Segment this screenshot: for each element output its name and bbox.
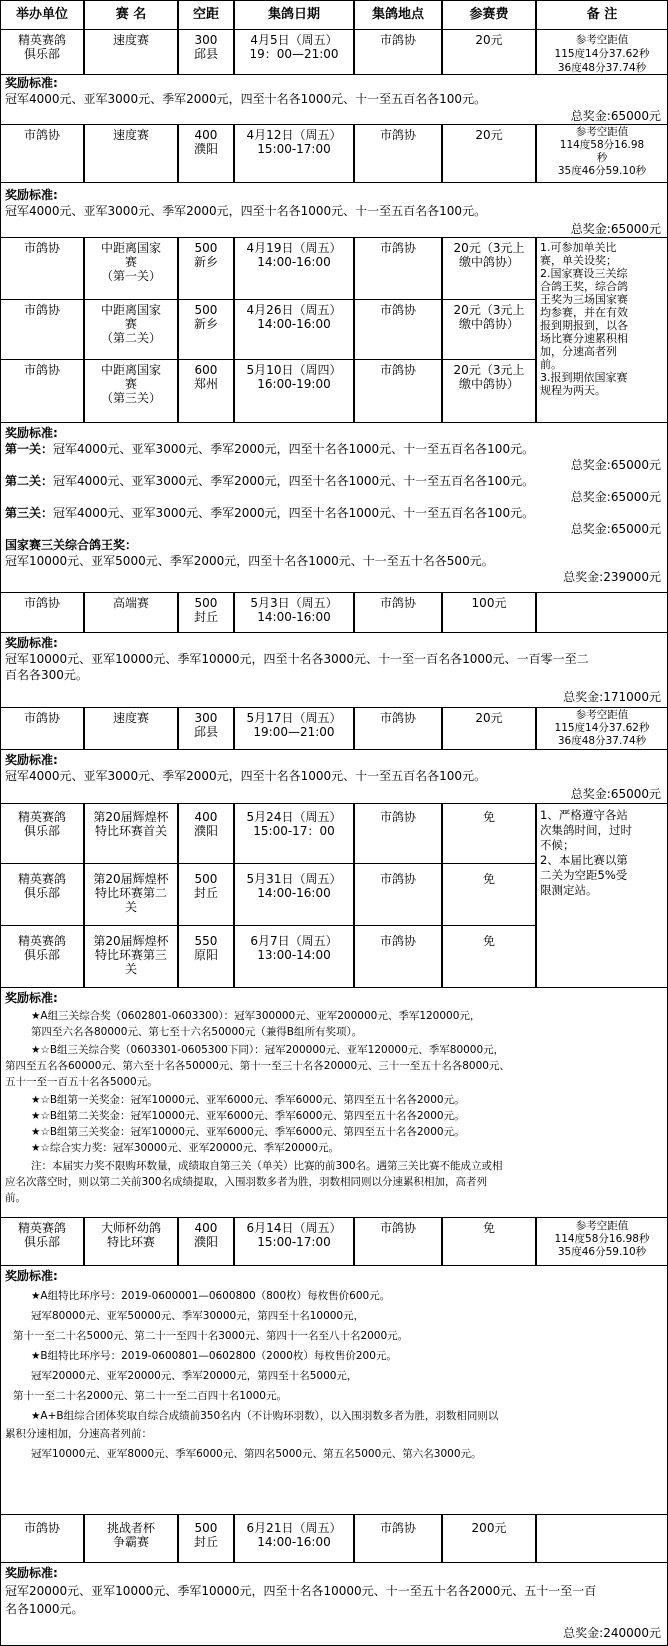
race7-date: 5月17日（周五） 19:00—21:00 [234,708,354,750]
race12-place: 市鸽协 [354,1515,442,1563]
reward-text: 冠军4000元、亚军3000元、季军2000元，四至十名各1000元、十一至五百名各100元。 [5,92,487,106]
race1-date: 4月5日（周五） 19：00—21:00 [234,30,354,75]
race11-date: 6月14日（周五） 15:00-17:00 [234,1218,354,1266]
reward-line-2: 百名各300元。 [5,668,88,682]
total-label: 总奖金: [570,109,611,123]
reward-label: 奖励标准: [5,1566,58,1580]
race5-distance: 600 郑州 [178,360,234,423]
reward-line-2: 名各1000元。 [5,1602,84,1616]
groupA-overall-2: 第四至六名各80000元、第七至十六名50000元（兼得B组所有奖项）。 [31,1026,363,1038]
reward-section-5 [0,750,668,804]
groupB-stage2: ★☆B组第二关奖金：冠军10000元、亚军6000元、季军6000元、第四至五十名各2000元。 [31,1110,465,1122]
race4-distance: 500 新乡 [178,300,234,360]
race7-fee: 20元 [442,708,536,750]
races-3-5-note: 1.可参加单关比 赛，单关设奖； 2.国家赛设三关综 合鸽王奖，综合鸽 王奖为三场国家赛 均参赛，并在有效 报到期报到，以各 场比赛分速累积相 加，分速高者列 前。 3.报到期依国家赛 规程为两天。 [536,238,668,423]
groupB-stage3: ★☆B组第三关奖金：冠军10000元、亚军6000元、季军6000元、第四至五十名各2000元。 [31,1126,465,1138]
race12-note [536,1515,668,1563]
race1-note: 参考空距值 115度14分37.62秒 36度48分37.74秒 [536,30,668,75]
reward-section-7 [0,1266,668,1515]
reward-label: 奖励标准: [5,636,58,650]
race1-name: 速度赛 [84,30,178,75]
race3-place: 市鸽协 [354,238,442,300]
race8-place: 市鸽协 [354,804,442,864]
race9-name: 第20届辉煌杯 特比环赛第二 关 [84,864,178,926]
race9-distance: 500 封丘 [178,864,234,926]
reward-text: 冠军4000元、亚军3000元、季军2000元，四至十名各1000元、十一至五百名各100元。 [5,769,487,783]
race10-date: 6月7日（周五） 13:00-14:00 [234,926,354,988]
race10-fee: 免 [442,926,536,988]
team-award-3: 冠军10000元、亚军8000元、季军6000元、第四名5000元、第五名5000元、第六名3000元。 [31,1448,482,1460]
reward-label: 奖励标准: [5,76,58,90]
race6-date: 5月3日（周五） 14:00-16:00 [234,593,354,633]
race2-organizer: 市鸽协 [0,125,84,183]
stage2-reward: 冠军4000元、亚军3000元、季军2000元，四至十名各1000元、十一至五百名各100元。 [53,474,535,488]
reward-label: 奖励标准: [5,426,58,440]
groupB-stage1: ★☆B组第一关奖金：冠军10000元、亚军6000元、季军6000元、第四至五十名各2000元。 [31,1094,465,1106]
race4-fee: 20元（3元上 缴中鸽协） [442,300,536,360]
race12-name: 挑战者杯 争霸赛 [84,1515,178,1563]
race4-date: 4月26日（周五） 14:00-16:00 [234,300,354,360]
header-gather-date: 集鸽日期 [234,0,354,30]
stage3-label: 第三关： [5,506,54,520]
race2-place: 市鸽协 [354,125,442,183]
race5-name: 中距离国家 赛 （第三关） [84,360,178,423]
total-label: 总奖金: [563,570,604,584]
race12-organizer: 市鸽协 [0,1515,84,1563]
reward-section-8 [0,1563,668,1646]
groupB-overall: ★☆B组三关综合奖（0603301-0605300下同）：冠军200000元、亚军120000元、季军80000元， [31,1044,505,1056]
race8-distance: 400 濮阳 [178,804,234,864]
total-amount: 171000元 [603,690,661,704]
race10-organizer: 精英赛鸽 俱乐部 [0,926,84,988]
race7-note: 参考空距值 115度14分37.62秒 36度48分37.74秒 [536,708,668,750]
reward-line-1: 冠军10000元、亚军10000元、季军10000元，四至十名各3000元、十一至一百名各1000元、一百零一至二 [5,652,589,666]
header-remarks: 备 注 [536,0,668,30]
reward-section-6 [0,988,668,1218]
strength-award: ★☆综合实力奖：冠军30000元、亚军20000元、季军20000元。 [31,1142,340,1154]
stage1-reward: 冠军4000元、亚军3000元、季军2000元，四至十名各1000元、十一至五百名各100元。 [53,442,535,456]
groupB-ring-info: ★B组特比环序号：2019-0600801—0602800（2000枚）每枚售价200元。 [31,1350,397,1362]
race4-place: 市鸽协 [354,300,442,360]
race6-distance: 500 封丘 [178,593,234,633]
groupB-prizes-2: 第十一至二十名2000元、第二十一至二百四十名1000元。 [13,1390,287,1402]
strength-note-1: 注：本届实力奖不限购环数量，成绩取自第三关（单关）比赛的前300名。遇第三关比赛不能成立或相 [31,1160,503,1172]
race11-place: 市鸽协 [354,1218,442,1266]
stage1-total: 65000元 [610,458,661,472]
total-label: 总奖金: [570,490,611,504]
race6-note [536,593,668,633]
race8-name: 第20届辉煌杯 特比环赛首关 [84,804,178,864]
king-award-title: 国家赛三关综合鸽王奖： [5,538,138,552]
race11-name: 大师杯幼鸽 特比环赛 [84,1218,178,1266]
race4-organizer: 市鸽协 [0,300,84,360]
race7-organizer: 市鸽协 [0,708,84,750]
total-label: 总奖金: [570,522,611,536]
header-entry-fee: 参赛费 [442,0,536,30]
groupA-overall: ★A组三关综合奖（0602801-0603300）：冠军300000元、亚军200000元、季军120000元， [31,1010,481,1022]
groupB-prizes-1: 冠军20000元、亚军20000元、季军20000元，第四至十名5000元， [31,1370,358,1382]
race2-name: 速度赛 [84,125,178,183]
strength-note-2: 应名次落空时，则以第二关前300名成绩提取，入围羽数多者为胜，羽数相同则以分速累积相加，高者列 [5,1176,488,1188]
race5-date: 5月10日（周四） 16:00-19:00 [234,360,354,423]
total-amount: 65000元 [610,222,661,236]
race4-name: 中距离国家 赛 （第二关） [84,300,178,360]
race3-date: 4月19日（周五） 14:00-16:00 [234,238,354,300]
reward-label: 奖励标准: [5,1269,58,1283]
groupA-prizes-2: 第十一至二十名5000元、第二十一至四十名3000元、第四十一名至八十名2000元。 [13,1330,409,1342]
groupA-prizes-1: 冠军80000元、亚军50000元、季军30000元，第四至十名10000元， [31,1310,365,1322]
race6-name: 高端赛 [84,593,178,633]
total-label: 总奖金: [570,458,611,472]
races-8-10-note: 1、严格遵守各站 次集鸽时间，过时 不候； 2、本届比赛以第 二关为空距5%受 限测定站。 [536,804,668,988]
race1-organizer: 精英赛鸽 俱乐部 [0,30,84,75]
race9-date: 5月31日（周五） 14:00-16:00 [234,864,354,926]
reward-section-3 [0,423,668,593]
race8-organizer: 精英赛鸽 俱乐部 [0,804,84,864]
race10-place: 市鸽协 [354,926,442,988]
race11-note: 参考空距值 114度58分16.98秒 35度46分59.10秒 [536,1218,668,1266]
reward-section-1 [0,75,668,125]
race6-place: 市鸽协 [354,593,442,633]
race5-organizer: 市鸽协 [0,360,84,423]
strength-note-3: 前。 [5,1192,26,1204]
total-amount: 240000元 [603,1626,661,1640]
race8-date: 5月24日（周五） 15:00-17：00 [234,804,354,864]
race11-organizer: 精英赛鸽 俱乐部 [0,1218,84,1266]
stage3-total: 65000元 [610,522,661,536]
stage2-total: 65000元 [610,490,661,504]
reward-label: 奖励标准: [5,753,58,767]
reward-text: 冠军4000元、亚军3000元、季军2000元，四至十名各1000元、十一至五百名各100元。 [5,204,487,218]
stage1-label: 第一关： [5,442,54,456]
race11-distance: 400 濮阳 [178,1218,234,1266]
race7-place: 市鸽协 [354,708,442,750]
race1-place: 市鸽协 [354,30,442,75]
race2-date: 4月12日（周五） 15:00-17:00 [234,125,354,183]
race2-note: 参考空距值 114度58分16.98 秒 35度46分59.10秒 [536,125,668,183]
race5-place: 市鸽协 [354,360,442,423]
race12-distance: 500 封丘 [178,1515,234,1563]
reward-line-1: 冠军20000元、亚军10000元、季军10000元，四至十名各10000元、十一至五十名各2000元、五十一至一百 [5,1584,597,1598]
race9-fee: 免 [442,864,536,926]
header-distance: 空距 [178,0,234,30]
race7-name: 速度赛 [84,708,178,750]
header-gather-place: 集鸽地点 [354,0,442,30]
king-award-text: 冠军10000元、亚军5000元、季军2000元，四至十名各1000元、十一至五十名各500元。 [5,554,494,568]
race6-fee: 100元 [442,593,536,633]
total-label: 总奖金: [563,690,604,704]
race5-fee: 20元（3元上 缴中鸽协） [442,360,536,423]
race12-date: 6月21日（周五） 14:00-16:00 [234,1515,354,1563]
reward-section-2 [0,183,668,238]
reward-section-4 [0,633,668,708]
race3-organizer: 市鸽协 [0,238,84,300]
reward-label: 奖励标准: [5,991,58,1005]
stage2-label: 第二关： [5,474,54,488]
race1-fee: 20元 [442,30,536,75]
race6-organizer: 市鸽协 [0,593,84,633]
race9-organizer: 精英赛鸽 俱乐部 [0,864,84,926]
race3-fee: 20元（3元上 缴中鸽协） [442,238,536,300]
reward-label: 奖励标准: [5,188,58,202]
total-label: 总奖金: [570,222,611,236]
race2-distance: 400 濮阳 [178,125,234,183]
race12-fee: 200元 [442,1515,536,1563]
race11-fee: 免 [442,1218,536,1266]
groupB-overall-2: 第四至五名各60000元、第六至十名各50000元、第十一至三十名各20000元、三十一至五十名各8000元、 [5,1060,510,1072]
header-race-name: 赛 名 [84,0,178,30]
race7-distance: 300 邱县 [178,708,234,750]
team-award-2: 累积分速相加，分速高者列前： [5,1428,152,1440]
total-label: 总奖金: [563,1626,604,1640]
total-amount: 65000元 [610,109,661,123]
race9-place: 市鸽协 [354,864,442,926]
race10-name: 第20届辉煌杯 特比环赛第三 关 [84,926,178,988]
race1-distance: 300 邱县 [178,30,234,75]
header-organizer: 举办单位 [0,0,84,30]
race3-distance: 500 新乡 [178,238,234,300]
race8-fee: 免 [442,804,536,864]
stage3-reward: 冠军4000元、亚军3000元、季军2000元，四至十名各1000元、十一至五百名各100元。 [53,506,535,520]
team-award-1: ★A+B组综合团体奖取自综合成绩前350名内（不计购环羽数），以入围羽数多者为胜，羽数相同则以 [31,1410,499,1422]
total-amount: 239000元 [603,570,661,584]
race10-distance: 550 原阳 [178,926,234,988]
total-amount: 65000元 [610,787,661,801]
race3-name: 中距离国家 赛 （第一关） [84,238,178,300]
groupA-ring-info: ★A组特比环序号：2019-0600001—0600800（800枚）每枚售价600元。 [31,1290,391,1302]
total-label: 总奖金: [570,787,611,801]
race2-fee: 20元 [442,125,536,183]
groupB-overall-3: 五十一至一百五十名各5000元。 [5,1076,158,1088]
